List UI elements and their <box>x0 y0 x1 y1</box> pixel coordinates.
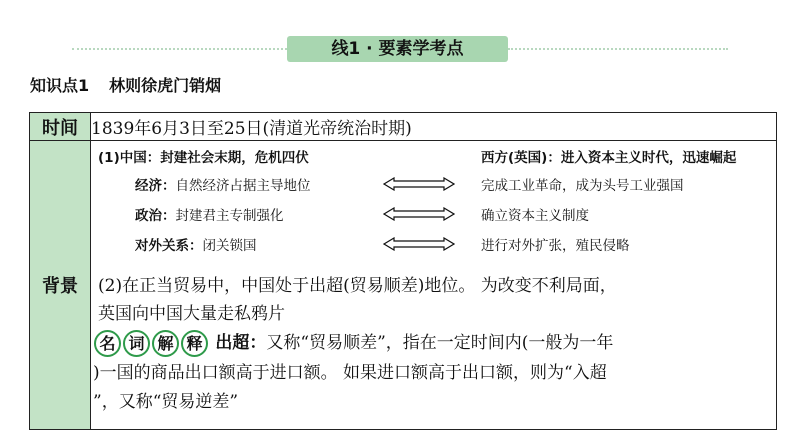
row-label: 对外关系： <box>135 238 203 254</box>
knowledge-point-number: 知识点1 <box>30 76 90 95</box>
term-definition-line-3: ”，又称“贸易逆差” <box>93 392 239 412</box>
term-word: 出超： <box>215 333 267 353</box>
double-arrow-icon <box>383 177 455 191</box>
knowledge-point-title <box>30 73 221 96</box>
background-row <box>30 141 777 430</box>
comparison-row-politics <box>135 204 284 224</box>
west-fact: 进行对外扩张，殖民侵略 <box>481 238 630 254</box>
time-value: 1839年6月3日至25日(清道光帝统治时期) <box>91 113 777 141</box>
time-label: 时间 <box>30 113 91 141</box>
time-row <box>30 113 777 141</box>
comparison-row-foreign-relations <box>135 234 257 254</box>
west-fact: 完成工业革命，成为头号工业强国 <box>481 178 684 194</box>
double-arrow-icon <box>383 207 455 221</box>
row-label: 政治： <box>135 208 176 224</box>
west-intro: 西方(英国)：进入资本主义时代，迅速崛起 <box>481 150 737 166</box>
section-header: 线1 · 要素学考点 <box>287 36 508 62</box>
term-explanation <box>94 328 613 357</box>
china-fact: 封建君主专制强化 <box>175 208 284 224</box>
term-definition-line-2: )一国的商品出口额高于进口额。 如果进口额高于出口额，则为“入超 <box>93 363 607 383</box>
header-divider-right <box>508 48 728 50</box>
knowledge-point-name: 林则徐虎门销烟 <box>109 76 222 95</box>
term-badge: 词 <box>123 330 150 357</box>
double-arrow-icon <box>383 237 455 251</box>
background-content <box>91 141 777 430</box>
background-label: 背景 <box>30 141 91 430</box>
header-divider-left <box>72 48 287 50</box>
china-fact: 自然经济占据主导地位 <box>175 178 311 194</box>
paragraph-2-line-2: 英国向中国大量走私鸦片 <box>98 304 285 324</box>
content-table <box>29 112 777 430</box>
term-badge: 名 <box>94 330 121 357</box>
west-fact: 确立资本主义制度 <box>481 208 589 224</box>
china-fact: 闭关锁国 <box>202 238 257 254</box>
term-badge: 解 <box>152 330 179 357</box>
term-definition-line-1: 又称“贸易顺差”，指在一定时间内(一般为一年 <box>266 333 614 353</box>
paragraph-2-line-1: (2)在正当贸易中，中国处于出超(贸易顺差)地位。 为改变不利局面， <box>98 276 617 296</box>
row-label: 经济： <box>135 178 176 194</box>
china-intro: (1)中国：封建社会末期，危机四伏 <box>98 150 309 166</box>
comparison-row-economy <box>135 174 311 194</box>
term-badge: 释 <box>181 330 208 357</box>
